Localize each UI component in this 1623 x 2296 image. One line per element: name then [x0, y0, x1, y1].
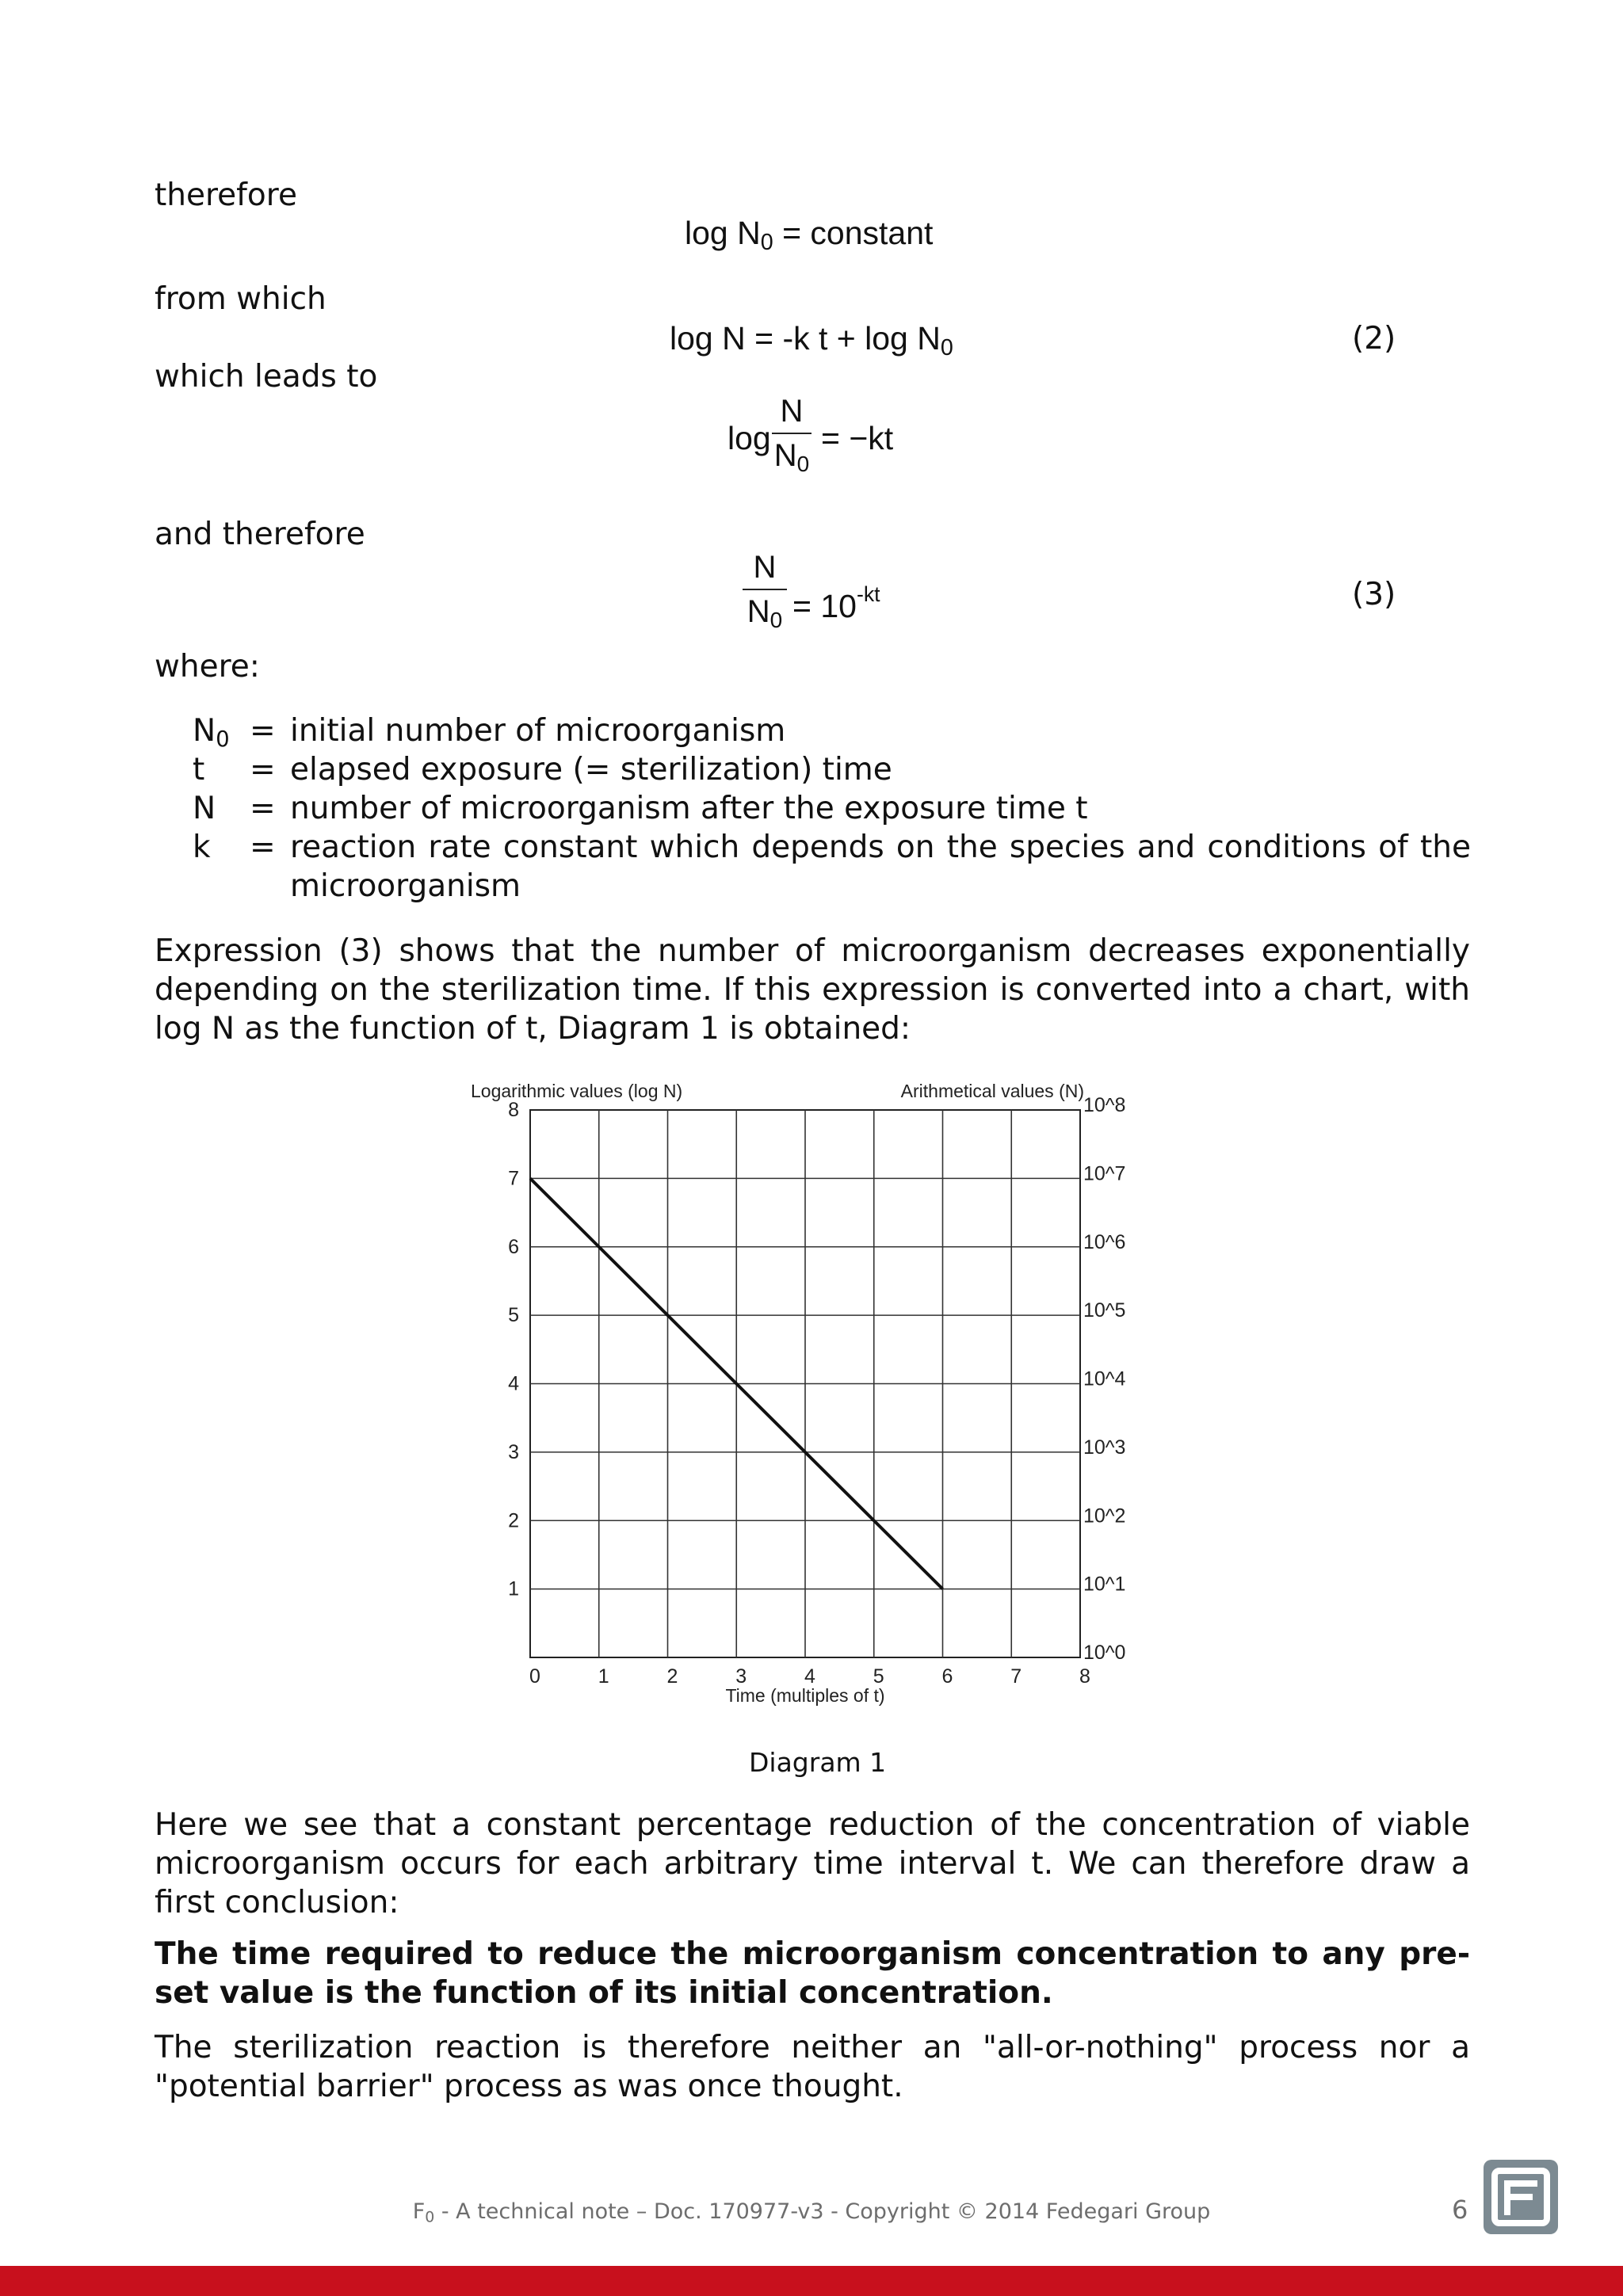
- equation-3-fraction: N $N_0$: [743, 549, 787, 639]
- y-tick-label-right: 10^1: [1083, 1573, 1126, 1596]
- variable-symbol: N: [193, 791, 216, 826]
- y-tick-label-left: 7: [508, 1167, 519, 1190]
- y-tick-label-right: 10^6: [1083, 1230, 1126, 1253]
- y-tick-label-right: 10^3: [1083, 1436, 1126, 1459]
- y-tick-label-right: 10^7: [1083, 1162, 1126, 1185]
- x-tick-label: 7: [1010, 1665, 1022, 1688]
- y-tick-label-right: 10^8: [1083, 1094, 1126, 1116]
- text-from-which: from which: [155, 281, 327, 317]
- y-tick-label-left: 6: [508, 1235, 519, 1258]
- equation-3-number: (3): [1352, 577, 1396, 612]
- equation-log-rhs: = −kt: [821, 420, 894, 456]
- y-axis-label-left: Logarithmic values (log N): [471, 1081, 683, 1101]
- decay-chart: [444, 1074, 1141, 1715]
- variable-equals: =: [250, 713, 276, 749]
- y-tick-label-left: 8: [508, 1099, 519, 1121]
- diagram-caption: Diagram 1: [749, 1747, 887, 1778]
- equation-3-rhs: = $10^{-kt}$: [792, 582, 880, 624]
- paragraph-sterilization: The sterilization reaction is therefore neither an "all-or-nothing" process nor a "potential barrier" process as was once thought.: [155, 2030, 1470, 2104]
- y-tick-label-left: 5: [508, 1304, 519, 1327]
- equation-log-fraction: N $N_0$: [772, 393, 812, 482]
- equation-log-prefix: log: [727, 420, 771, 456]
- paragraph-conclusion-intro: Here we see that a constant percentage reduction of the concentration of viable microorganism occurs for each arbitrary time interval t. We can therefore draw a first conclusion:: [155, 1807, 1470, 1920]
- y-tick-label-left: 1: [508, 1577, 519, 1600]
- variable-description: initial number of microorganism: [290, 713, 786, 749]
- x-tick-label: 0: [529, 1665, 540, 1688]
- page-number: 6: [1452, 2195, 1468, 2225]
- equation-2-number: (2): [1352, 321, 1396, 357]
- variable-equals: =: [250, 830, 276, 865]
- brand-bar: [0, 2266, 1623, 2296]
- variable-symbol: t: [193, 752, 205, 788]
- text-which-leads-to: which leads to: [155, 359, 378, 395]
- variable-equals: =: [250, 791, 276, 826]
- x-tick-label: 4: [804, 1665, 815, 1688]
- variable-equals: =: [250, 752, 276, 788]
- text-therefore: therefore: [155, 177, 297, 213]
- page-footer: $F_0$ - A technical note – Doc. 170977-v3 - Copyright © 2014 Fedegari Group: [412, 2199, 1211, 2226]
- x-tick-label: 5: [873, 1665, 884, 1688]
- y-tick-label-left: 3: [508, 1440, 519, 1463]
- variable-description: reaction rate constant which depends on the species and conditions of the microorganism: [290, 830, 1471, 904]
- y-tick-label-right: 10^4: [1083, 1367, 1126, 1390]
- equation-2: log N = -k $t + \log N_0$: [670, 320, 953, 361]
- variable-symbol: $N_0$: [193, 713, 230, 752]
- y-tick-label-right: 10^0: [1083, 1642, 1126, 1664]
- y-axis-label-right: Arithmetical values (N): [900, 1081, 1084, 1101]
- text-where: where:: [155, 649, 260, 685]
- x-tick-label: 6: [941, 1665, 953, 1688]
- y-tick-label-left: 2: [508, 1509, 519, 1532]
- y-tick-label-right: 10^2: [1083, 1505, 1126, 1527]
- x-axis-label: Time (multiples of t): [725, 1685, 885, 1706]
- fedegari-logo-icon: [1484, 2160, 1558, 2234]
- x-tick-label: 1: [598, 1665, 609, 1688]
- paragraph-conclusion-bold: The time required to reduce the microorganism concentration to any pre-set value is the function of its initial concentration.: [155, 1936, 1470, 2011]
- equation-constant: $\log N_0$ = constant: [685, 215, 934, 256]
- variable-description: elapsed exposure (= sterilization) time: [290, 752, 892, 788]
- text-and-therefore: and therefore: [155, 517, 365, 552]
- variable-description: number of microorganism after the exposure time t: [290, 791, 1088, 826]
- variable-symbol: k: [193, 830, 211, 865]
- y-tick-label-left: 4: [508, 1372, 519, 1395]
- x-tick-label: 8: [1079, 1665, 1090, 1688]
- x-tick-label: 2: [666, 1665, 678, 1688]
- paragraph-expression: Expression (3) shows that the number of microorganism decreases exponentially depending on the sterilization time. If this expression is converted into a chart, with log N as the function of t, Diagram 1 is obtained:: [155, 933, 1470, 1047]
- x-tick-label: 3: [735, 1665, 747, 1688]
- y-tick-label-right: 10^5: [1083, 1299, 1126, 1322]
